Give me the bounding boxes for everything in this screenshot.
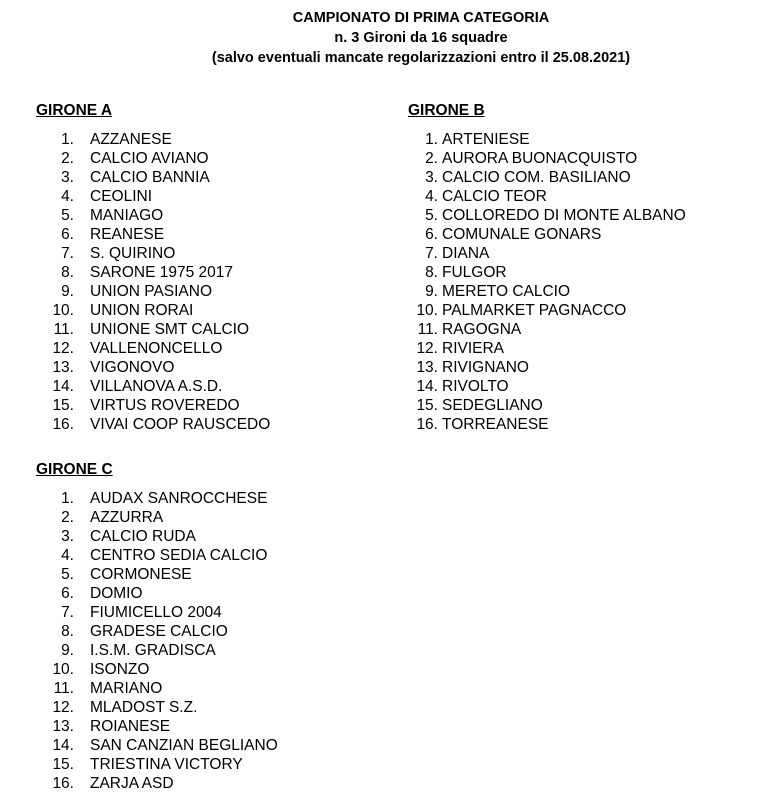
team-item xyxy=(408,244,490,263)
team-name: UNION PASIANO xyxy=(90,283,213,300)
team-item xyxy=(36,339,223,358)
team-number: 7. xyxy=(61,604,74,621)
team-item xyxy=(36,755,243,774)
team-item xyxy=(36,206,164,225)
team-number: 2. xyxy=(61,509,74,526)
team-name: VIVAI COOP RAUSCEDO xyxy=(90,416,271,433)
team-name: MARIANO xyxy=(90,680,163,697)
team-number: 2. xyxy=(425,150,438,167)
team-number: 8. xyxy=(61,264,74,281)
team-number: 3. xyxy=(61,528,74,545)
team-name: GRADESE CALCIO xyxy=(90,623,228,640)
team-number: 4. xyxy=(61,188,74,205)
team-number: 1. xyxy=(61,490,74,507)
team-number: 8. xyxy=(425,264,438,281)
group-b xyxy=(408,101,686,434)
team-name: SARONE 1975 2017 xyxy=(90,264,234,281)
team-item xyxy=(408,282,571,301)
team-name: VIGONOVO xyxy=(90,359,175,376)
team-number: 13. xyxy=(52,718,74,735)
group-title: GIRONE B xyxy=(408,102,485,119)
team-number: 14. xyxy=(52,378,74,395)
team-item xyxy=(408,415,549,434)
team-name: AZZANESE xyxy=(90,131,172,148)
team-item xyxy=(408,149,638,168)
team-item xyxy=(408,320,522,339)
team-number: 11. xyxy=(53,680,74,697)
team-number: 12. xyxy=(52,699,74,716)
team-number: 8. xyxy=(61,623,74,640)
team-name: TORREANESE xyxy=(442,416,549,433)
team-name: UNION RORAI xyxy=(90,302,194,319)
team-name: VALLENONCELLO xyxy=(90,340,223,357)
team-number: 14. xyxy=(52,737,74,754)
team-name: RIVIERA xyxy=(442,340,505,357)
team-number: 9. xyxy=(61,642,74,659)
team-item xyxy=(408,377,509,396)
team-number: 16. xyxy=(52,775,74,792)
team-list xyxy=(36,130,271,434)
team-item xyxy=(36,320,250,339)
team-item xyxy=(36,489,268,508)
team-item xyxy=(408,263,507,282)
team-item xyxy=(36,168,210,187)
group-c xyxy=(36,460,278,793)
team-name: REANESE xyxy=(90,226,165,243)
team-name: ISONZO xyxy=(90,661,150,678)
team-name: CALCIO BANNIA xyxy=(90,169,210,186)
team-number: 6. xyxy=(425,226,438,243)
team-name: CALCIO COM. BASILIANO xyxy=(442,169,631,186)
team-item xyxy=(36,396,240,415)
group-title: GIRONE A xyxy=(36,102,113,119)
team-number: 10. xyxy=(52,661,74,678)
team-item xyxy=(36,508,164,527)
team-item xyxy=(36,546,268,565)
team-name: CALCIO AVIANO xyxy=(90,150,209,167)
team-name: I.S.M. GRADISCA xyxy=(90,642,216,659)
team-number: 11. xyxy=(53,321,74,338)
team-number: 16. xyxy=(52,416,74,433)
team-name: TRIESTINA VICTORY xyxy=(90,756,243,773)
team-list xyxy=(408,130,686,434)
team-number: 9. xyxy=(425,283,438,300)
team-item xyxy=(36,527,196,546)
team-name: RAGOGNA xyxy=(442,321,522,338)
team-number: 1. xyxy=(425,131,438,148)
team-number: 12. xyxy=(416,340,438,357)
team-number: 3. xyxy=(425,169,438,186)
team-name: MERETO CALCIO xyxy=(442,283,571,300)
team-number: 15. xyxy=(52,397,74,414)
team-number: 5. xyxy=(61,566,74,583)
team-item xyxy=(408,396,543,415)
team-name: FIUMICELLO 2004 xyxy=(90,604,222,621)
team-name: CALCIO RUDA xyxy=(90,528,196,545)
team-item xyxy=(36,358,175,377)
team-name: SAN CANZIAN BEGLIANO xyxy=(90,737,278,754)
team-name: VIRTUS ROVEREDO xyxy=(90,397,240,414)
team-number: 6. xyxy=(61,226,74,243)
team-name: FULGOR xyxy=(442,264,507,281)
team-number: 5. xyxy=(425,207,438,224)
team-name: DOMIO xyxy=(90,585,143,602)
team-item xyxy=(408,187,547,206)
team-item xyxy=(36,603,222,622)
team-item xyxy=(408,130,530,149)
team-item xyxy=(36,244,176,263)
team-item xyxy=(36,282,213,301)
team-item xyxy=(36,679,163,698)
team-name: UNIONE SMT CALCIO xyxy=(90,321,250,338)
team-name: CORMONESE xyxy=(90,566,192,583)
team-name: COMUNALE GONARS xyxy=(442,226,602,243)
team-number: 10. xyxy=(52,302,74,319)
team-item xyxy=(36,660,150,679)
team-item xyxy=(408,206,686,225)
team-item xyxy=(36,717,171,736)
team-name: ROIANESE xyxy=(90,718,171,735)
team-item xyxy=(36,130,172,149)
team-item xyxy=(36,698,198,717)
team-name: S. QUIRINO xyxy=(90,245,176,262)
team-number: 15. xyxy=(52,756,74,773)
team-number: 15. xyxy=(416,397,438,414)
team-name: RIVIGNANO xyxy=(442,359,529,376)
team-item xyxy=(408,301,627,320)
team-number: 4. xyxy=(425,188,438,205)
team-name: CENTRO SEDIA CALCIO xyxy=(90,547,268,564)
team-number: 5. xyxy=(61,207,74,224)
team-item xyxy=(408,358,529,377)
team-number: 7. xyxy=(425,245,438,262)
team-item xyxy=(408,225,602,244)
team-name: DIANA xyxy=(442,245,490,262)
team-name: RIVOLTO xyxy=(442,378,509,395)
document-title: CAMPIONATO DI PRIMA CATEGORIA xyxy=(292,10,550,26)
team-number: 12. xyxy=(52,340,74,357)
document-header xyxy=(0,8,770,68)
team-number: 11. xyxy=(417,321,438,338)
team-name: SEDEGLIANO xyxy=(442,397,543,414)
team-number: 10. xyxy=(416,302,438,319)
team-item xyxy=(36,377,223,396)
team-item xyxy=(36,622,228,641)
team-item xyxy=(36,736,278,755)
team-name: ZARJA ASD xyxy=(90,775,174,792)
team-item xyxy=(36,263,234,282)
team-name: AUDAX SANROCCHESE xyxy=(90,490,268,507)
team-item xyxy=(36,584,143,603)
team-item xyxy=(36,187,153,206)
team-number: 6. xyxy=(61,585,74,602)
team-name: ARTENIESE xyxy=(442,131,530,148)
team-item xyxy=(408,168,631,187)
team-item xyxy=(36,225,165,244)
document-subtitle: n. 3 Gironi da 16 squadre xyxy=(334,30,508,46)
team-item xyxy=(36,149,209,168)
document-note: (salvo eventuali mancate regolarizzazioni entro il 25.08.2021) xyxy=(211,50,631,66)
team-item xyxy=(36,301,194,320)
team-item xyxy=(36,641,216,660)
team-number: 13. xyxy=(52,359,74,376)
team-number: 1. xyxy=(61,131,74,148)
team-number: 14. xyxy=(416,378,438,395)
team-name: CEOLINI xyxy=(90,188,153,205)
team-name: CALCIO TEOR xyxy=(442,188,547,205)
team-name: AZZURRA xyxy=(90,509,164,526)
team-item xyxy=(36,565,192,584)
team-number: 2. xyxy=(61,150,74,167)
team-name: COLLOREDO DI MONTE ALBANO xyxy=(442,207,686,224)
team-name: PALMARKET PAGNACCO xyxy=(442,302,627,319)
team-name: AURORA BUONACQUISTO xyxy=(442,150,638,167)
team-item xyxy=(36,415,271,434)
team-number: 4. xyxy=(61,547,74,564)
team-name: MLADOST S.Z. xyxy=(90,699,198,716)
team-number: 9. xyxy=(61,283,74,300)
group-a xyxy=(36,101,271,434)
group-title: GIRONE C xyxy=(36,461,113,478)
team-number: 7. xyxy=(61,245,74,262)
team-item xyxy=(36,774,174,793)
team-list xyxy=(36,489,278,793)
team-number: 16. xyxy=(416,416,438,433)
team-number: 3. xyxy=(61,169,74,186)
team-name: MANIAGO xyxy=(90,207,164,224)
team-item xyxy=(408,339,505,358)
team-name: VILLANOVA A.S.D. xyxy=(90,378,223,395)
team-number: 13. xyxy=(416,359,438,376)
